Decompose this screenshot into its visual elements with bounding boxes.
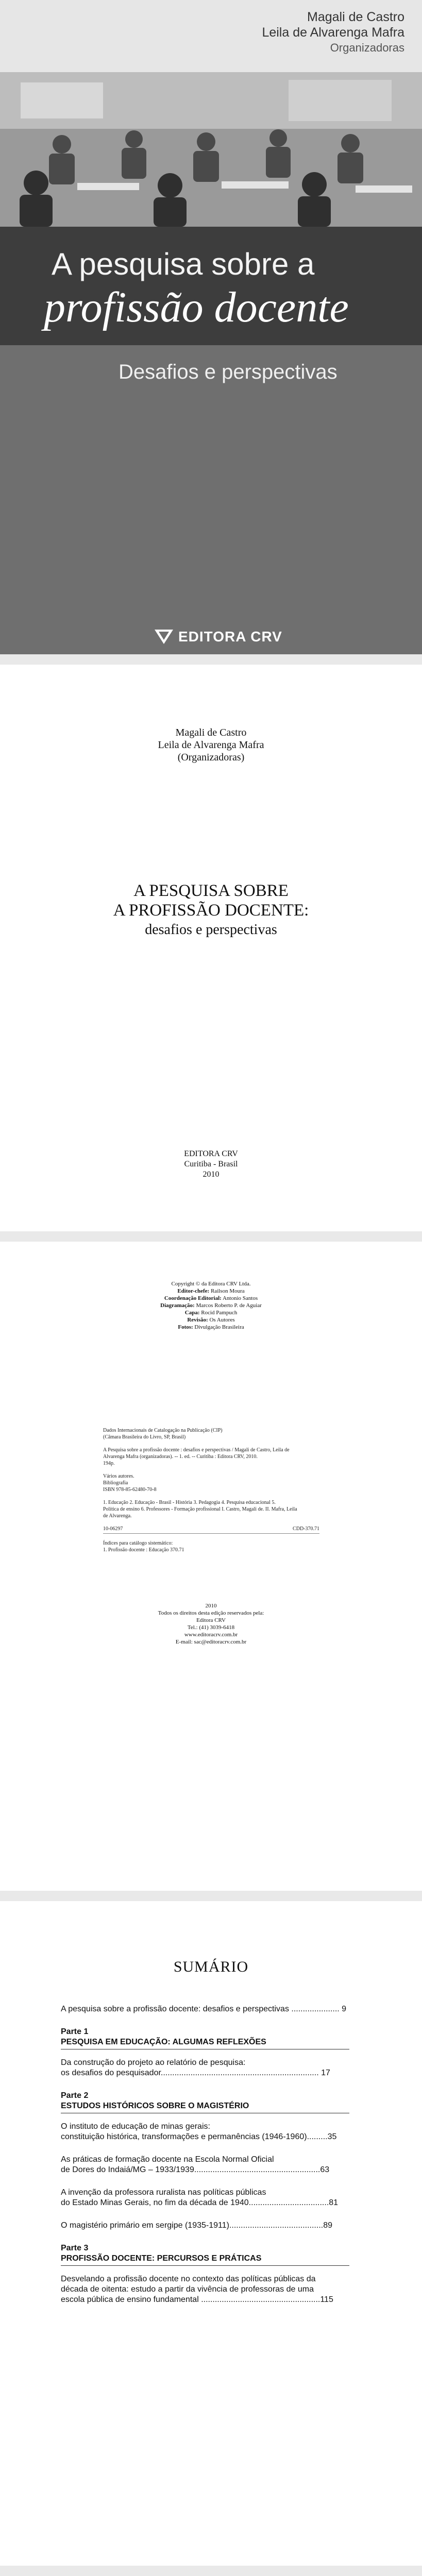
credit-editor-value: Railson Moura [210, 1288, 245, 1294]
title-page-authors [0, 726, 422, 764]
title-page-author-2: Leila de Alvarenga Mafra [158, 739, 264, 751]
rights-publisher: Editora CRV [196, 1617, 226, 1623]
cover-editors [262, 9, 404, 56]
copyright-line: Copyright © da Editora CRV Ltda. [171, 1281, 251, 1287]
toc-entry-text: do Estado Minas Gerais, no fim da década de 1940...................................81 [61, 2198, 339, 2207]
toc-part-number: Parte 2 [61, 2091, 89, 2100]
cip-line-3: 194p. [103, 1461, 115, 1466]
toc-entry-text: Desvelando a profissão docente no contexto das políticas públicas da [61, 2275, 316, 2283]
cip-line-1: A Pesquisa sobre a profissão docente : desafios e perspectivas / Magali de Castro, Leila de [103, 1447, 290, 1453]
cip-index-entry: 1. Profissão docente : Educação 370.71 [103, 1547, 184, 1553]
toc-entry-text: O instituto de educação de minas gerais: [61, 2122, 210, 2131]
credit-layout [0, 1302, 422, 1309]
title-page-subtitle: desafios e perspectivas [145, 922, 277, 938]
rights-line-1: Todos os direitos desta edição reservados pela: [158, 1610, 264, 1616]
toc-part-2 [61, 2091, 349, 2113]
toc-entry[interactable] [61, 2004, 349, 2014]
title-page-author-1: Magali de Castro [175, 727, 247, 738]
toc-entry-text: escola pública de ensino fundamental ....................................................115 [61, 2295, 333, 2304]
cip-line-2: Alvarenga Mafra (organizadoras). -- 1. ed. -- Curitiba : Editora CRV, 2010. [103, 1454, 258, 1460]
credit-fotos-value: Divulgação Brasileira [194, 1324, 244, 1330]
title-page-city: Curitiba - Brasil [184, 1160, 238, 1168]
rights-email: E-mail: sac@editoracrv.com.br [175, 1639, 247, 1645]
copyright-rights [0, 1602, 422, 1646]
toc-entry-text: os desafios do pesquisador..................................................................... 17 [61, 2069, 330, 2077]
cip-record-number: 10-06297 [103, 1526, 123, 1532]
toc-entry[interactable] [61, 2155, 349, 2175]
title-page-role: (Organizadoras) [177, 752, 245, 763]
credit-revisao-label: Revisão: [187, 1317, 208, 1323]
cip-catalog-record [103, 1427, 319, 1553]
toc-part-title: ESTUDOS HISTÓRICOS SOBRE O MAGISTÉRIO [61, 2102, 249, 2110]
cip-cdd: CDD-370.71 [293, 1526, 319, 1532]
toc-entry[interactable] [61, 2058, 349, 2078]
cip-line-7: 1. Educação 2. Educação - Brasil - História 3. Pedagogia 4. Pesquisa educacional 5. [103, 1500, 276, 1505]
title-page-title-line-2: A PROFISSÃO DOCENTE: [113, 901, 309, 920]
credit-review [0, 1316, 422, 1324]
cover-publisher [155, 629, 282, 645]
title-page-year: 2010 [202, 1170, 220, 1179]
toc-part-title: PESQUISA EM EDUCAÇÃO: ALGUMAS REFLEXÕES [61, 2038, 266, 2046]
credit-fotos-label: Fotos: [178, 1324, 193, 1330]
cip-line-5: Bibliografia [103, 1480, 128, 1486]
cip-heading-2: (Câmara Brasileira do Livro, SP, Brasil) [103, 1434, 186, 1440]
toc-list-1 [61, 2004, 349, 2317]
cip-line-9: de Alvarenga. [103, 1513, 132, 1519]
credit-editor [0, 1287, 422, 1295]
credit-diag-label: Diagramação: [160, 1302, 195, 1309]
toc-part-number: Parte 1 [61, 2027, 89, 2036]
credit-coord-value: Antonio Santos [222, 1295, 258, 1301]
toc-entry[interactable] [61, 2188, 349, 2208]
toc-part-title: PROFISSÃO DOCENTE: PERCURSOS E PRÁTICAS [61, 2254, 262, 2263]
toc-entry-text: O magistério primário em sergipe (1935-1911).........................................89 [61, 2221, 333, 2230]
cover-title-line-2: profissão docente [44, 283, 349, 331]
toc-entry-text: constituição histórica, transformações e permanências (1946-1960).........35 [61, 2132, 337, 2141]
cover-editor-1: Magali de Castro [307, 10, 404, 24]
cover-page [0, 0, 422, 654]
cip-isbn: ISBN 978-85-62480-70-8 [103, 1487, 157, 1493]
copyright-credits [0, 1280, 422, 1331]
toc-page-1 [0, 1901, 422, 2566]
toc-title: SUMÁRIO [173, 1958, 249, 1975]
publisher-logo-icon [155, 630, 173, 644]
toc-entry-text: A pesquisa sobre a profissão docente: desafios e perspectivas ..................... 9 [61, 2005, 347, 2013]
credit-editor-label: Editor-chefe: [177, 1288, 210, 1294]
credit-diag-value: Marcos Roberto P. de Aguiar [196, 1302, 262, 1309]
title-page-publisher: EDITORA CRV [184, 1149, 238, 1158]
cip-line-4: Vários autores. [103, 1473, 134, 1479]
cover-editors-role: Organizadoras [330, 41, 404, 54]
title-page-title [0, 881, 422, 940]
credit-coord-label: Coordenação Editorial: [164, 1295, 222, 1301]
toc-entry[interactable] [61, 2221, 349, 2231]
copyright-page [0, 1242, 422, 1891]
toc-entry-text: A invenção da professora ruralista nas políticas públicas [61, 2188, 266, 2197]
cip-index-heading: Índices para catálogo sistemático: [103, 1540, 173, 1546]
toc-entry-text: As práticas de formação docente na Escola Normal Oficial [61, 2155, 274, 2164]
title-page [0, 665, 422, 1231]
toc-entry[interactable] [61, 2122, 349, 2142]
cover-classroom-photo [0, 72, 422, 227]
toc-entry-text: Da construção do projeto ao relatório de pesquisa: [61, 2058, 246, 2067]
toc-part-1 [61, 2027, 349, 2049]
toc-entry[interactable] [61, 2274, 349, 2305]
cip-line-8: Política de ensino 6. Professores - Formação profissional I. Castro, Magali de. II. Mafra, Leila [103, 1506, 297, 1512]
toc-part-number: Parte 3 [61, 2244, 89, 2252]
credit-coordination [0, 1295, 422, 1302]
cover-subtitle: Desafios e perspectivas [119, 361, 337, 383]
copyright-year: 2010 [205, 1603, 217, 1609]
credit-capa-value: Rocid Pampuch [201, 1310, 238, 1316]
credit-capa-label: Capa: [184, 1310, 200, 1316]
cip-classification-row [103, 1526, 319, 1534]
credit-cover [0, 1309, 422, 1316]
toc-part-3 [61, 2243, 349, 2266]
cover-title-line-1: A pesquisa sobre a [52, 247, 315, 281]
rights-phone: Tel.: (41) 3039-6418 [187, 1624, 235, 1631]
cover-editor-2: Leila de Alvarenga Mafra [262, 25, 404, 40]
credit-revisao-value: Os Autores [209, 1317, 235, 1323]
cover-publisher-name: EDITORA CRV [178, 629, 282, 645]
credit-photos [0, 1324, 422, 1331]
title-page-imprint [0, 1149, 422, 1180]
rights-website: www.editoracrv.com.br [184, 1632, 238, 1638]
toc-entry-text: década de oitenta: estudo a partir da vivência de professoras de uma [61, 2285, 314, 2294]
toc-entry-text: de Dores do Indaiá/MG – 1933/1939.......................................................63 [61, 2165, 330, 2174]
cip-heading-1: Dados Internacionais de Catalogação na Publicação (CIP) [103, 1428, 223, 1433]
title-page-title-line-1: A PESQUISA SOBRE [133, 882, 289, 900]
